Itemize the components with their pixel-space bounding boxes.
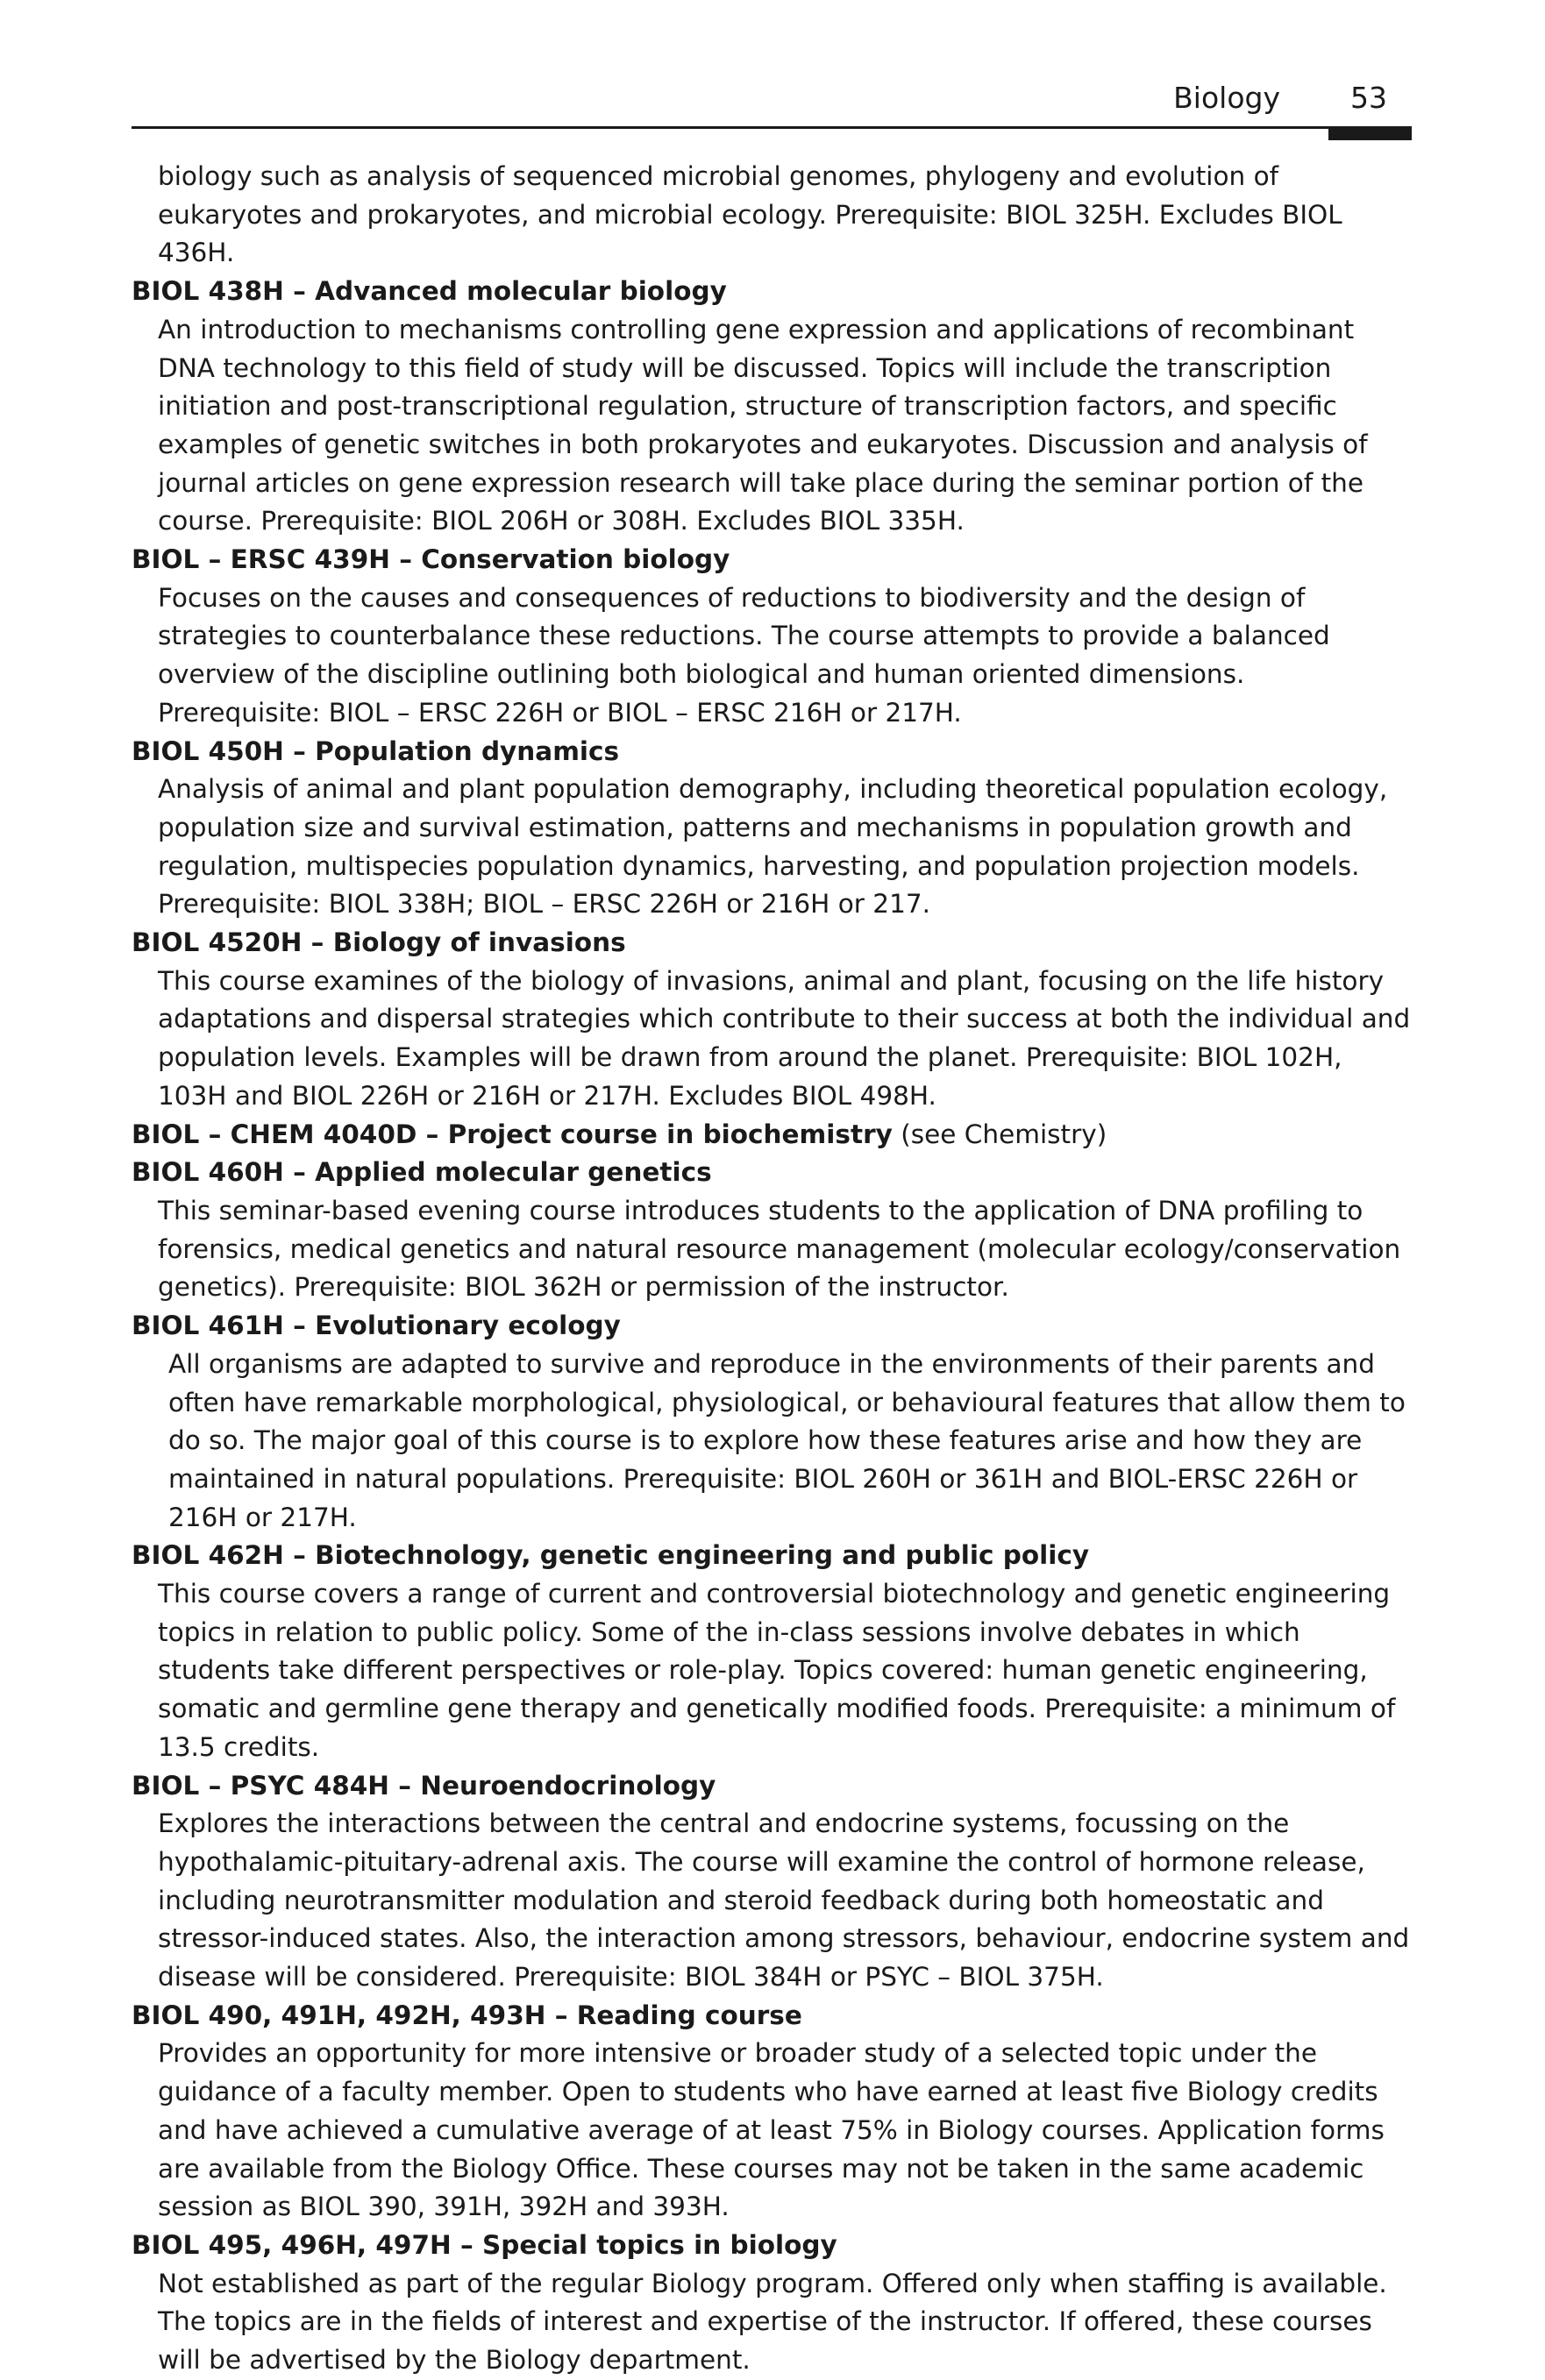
course-entry (132, 733, 1412, 925)
course-entry (132, 924, 1412, 1116)
course-title-with-reference (132, 1116, 1412, 1154)
course-listing (132, 158, 1412, 2380)
course-description: Analysis of animal and plant population demography, including theoretical population ecology, population size and survival estimation, patterns and mechanisms in population growth and regulation, multispecies population dynamics, harvesting, and population projection models. Prerequisite: BIOL 338H; BIOL – ERSC 226H or 216H or 217. (158, 774, 1388, 920)
course-entry (132, 273, 1412, 541)
course-entry (132, 1537, 1412, 1766)
course-description: This seminar-based evening course introduces students to the application of DNA profiling to forensics, medical genetics and natural resource management (molecular ecology/conservation genetics). Prerequisite: BIOL 362H or permission of the instructor. (158, 1195, 1401, 1303)
course-entry (132, 1154, 1412, 1307)
running-head (132, 81, 1412, 129)
course-title: BIOL 490, 491H, 492H, 493H – Reading course (132, 2000, 802, 2030)
section-title: Biology (1173, 81, 1280, 115)
course-title: BIOL 462H – Biotechnology, genetic engineering and public policy (132, 1540, 1090, 1571)
course-title: BIOL 495, 496H, 497H – Special topics in biology (132, 2229, 837, 2260)
course-description: An introduction to mechanisms controlling gene expression and applications of recombinant DNA technology to this field of study will be discussed. Topics will include the transcription initiation and post-transcriptional regulation, structure of transcription factors, and specific examples of genetic switches in both prokaryotes and eukaryotes. Discussion and analysis of journal articles on gene expression research will take place during the seminar portion of the course. Prerequisite: BIOL 206H or 308H. Excludes BIOL 335H. (158, 314, 1368, 536)
thumb-tab (1328, 128, 1412, 140)
continued-description: biology such as analysis of sequenced microbial genomes, phylogeny and evolution of eukaryotes and prokaryotes, and microbial ecology. Prerequisite: BIOL 325H. Excludes BIOL 436H. (158, 161, 1342, 268)
course-entry (132, 1116, 1412, 1154)
course-entry (132, 1767, 1412, 1997)
course-title: BIOL 438H – Advanced molecular biology (132, 276, 727, 307)
course-description: This course examines of the biology of invasions, animal and plant, focusing on the life history adaptations and dispersal strategies which contribute to their success at both the individual and population levels. Examples will be drawn from around the planet. Prerequisite: BIOL 102H, 103H and BIOL 226H or 216H or 217H. Excludes BIOL 498H. (158, 965, 1411, 1111)
course-description: Not established as part of the regular Biology program. Offered only when staffing is available. The topics are in the fields of interest and expertise of the instructor. If offered, these courses will be advertised by the Biology department. (158, 2268, 1387, 2376)
course-title: BIOL 461H – Evolutionary ecology (132, 1311, 621, 1341)
see-also-reference: (see Chemistry) (892, 1119, 1107, 1149)
course-entry (132, 541, 1412, 733)
course-title: BIOL – CHEM 4040D – Project course in biochemistry (132, 1119, 893, 1149)
course-title: BIOL – PSYC 484H – Neuroendocrinology (132, 1770, 716, 1801)
course-description: All organisms are adapted to survive and reproduce in the environments of their parents and often have remarkable morphological, physiological, or behavioural features that allow them to do so. The major goal of this course is to explore how these features arise and how they are maintained in natural populations. Prerequisite: BIOL 260H or 361H and BIOL-ERSC 226H or 216H or 217H. (168, 1348, 1406, 1532)
course-title: BIOL 4520H – Biology of invasions (132, 927, 626, 958)
course-description: Explores the interactions between the central and endocrine systems, focussing on the hypothalamic-pituitary-adrenal axis. The course will examine the control of hormone release, including neurotransmitter modulation and steroid feedback during both homeostatic and stressor-induced states. Also, the interaction among stressors, behaviour, endocrine system and disease will be considered. Prerequisite: BIOL 384H or PSYC – BIOL 375H. (158, 1808, 1410, 1993)
course-title: BIOL 460H – Applied molecular genetics (132, 1157, 712, 1188)
course-description: This course covers a range of current and controversial biotechnology and genetic engineering topics in relation to public policy. Some of the in-class sessions involve debates in which students take different perspectives or role-play. Topics covered: human genetic engineering, somatic and germline gene therapy and genetically modified foods. Prerequisite: a minimum of 13.5 credits. (158, 1579, 1396, 1762)
course-entry (132, 1997, 1412, 2227)
page-number: 53 (1350, 81, 1387, 115)
course-entry (132, 1307, 1412, 1537)
course-entry (132, 2227, 1412, 2380)
course-description: Provides an opportunity for more intensive or broader study of a selected topic under the guidance of a faculty member. Open to students who have earned at least five Biology credits and have achieved a cumulative average of at least 75% in Biology courses. Application forms are available from the Biology Office. These courses may not be taken in the same academic session as BIOL 390, 391H, 392H and 393H. (158, 2038, 1385, 2222)
course-title: BIOL – ERSC 439H – Conservation biology (132, 544, 730, 575)
course-title: BIOL 450H – Population dynamics (132, 735, 620, 766)
course-description: Focuses on the causes and consequences of reductions to biodiversity and the design of strategies to counterbalance these reductions. The course attempts to provide a balanced overview of the discipline outlining both biological and human oriented dimensions. Prerequisite: BIOL – ERSC 226H or BIOL – ERSC 216H or 217H. (158, 582, 1330, 728)
